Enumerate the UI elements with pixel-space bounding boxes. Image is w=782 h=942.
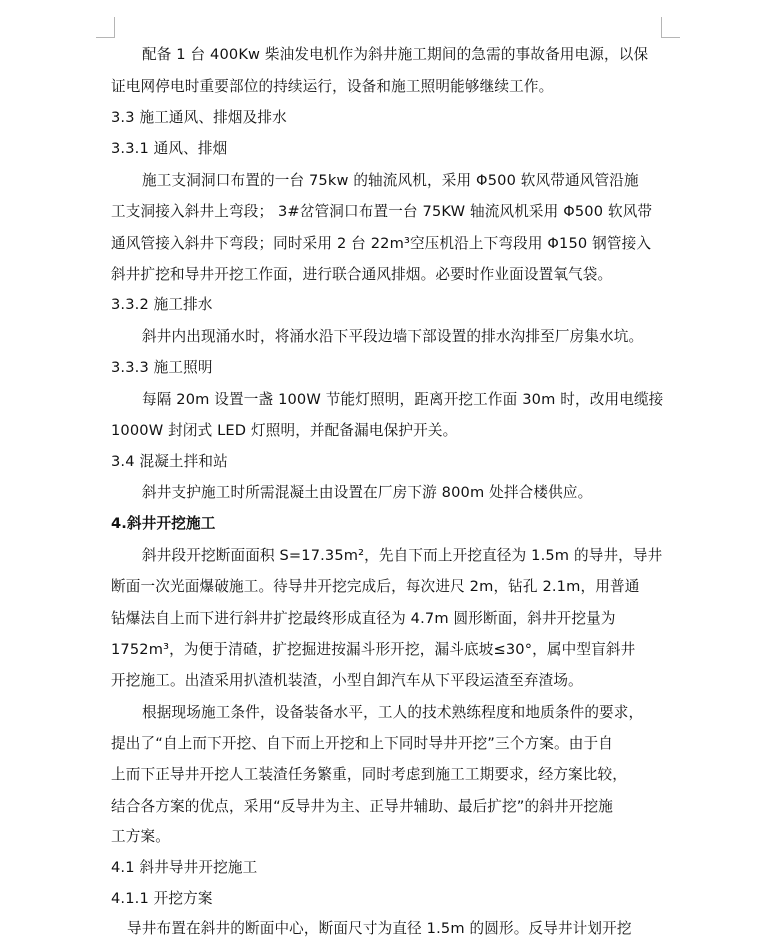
text-line: 上而下正导井开挖人工装渣任务繁重，同时考虑到施工工期要求，经方案比较， [111,766,628,783]
section-heading: 4.1 斜井导井开挖施工 [111,859,258,876]
text-line: 施工支洞洞口布置的一台 75kw 的轴流风机，采用 Φ500 软风带通风管沿施 [142,172,639,189]
text-line: 斜井支护施工时所需混凝土由设置在厂房下游 800m 处拌合楼供应。 [142,484,593,501]
text-line: 工支洞接入斜井上弯段； 3#岔管洞口布置一台 75KW 轴流风机采用 Φ500 软风带 [111,203,653,220]
text-line: 斜井内出现涌水时，将涌水沿下平段边墙下部设置的排水沟排至厂房集水坑。 [142,328,644,345]
text-line: 断面一次光面爆破施工。待导井开挖完成后，每次进尺 2m，钻孔 2.1m，用普通 [111,578,640,595]
subsection-heading: 3.3.1 通风、排烟 [111,140,228,157]
page-corner-mark-top-right [661,17,680,38]
text-line: 开挖施工。出渣采用扒渣机装渣，小型自卸汽车从下平段运渣至弃渣场。 [111,672,583,689]
text-line: 通风管接入斜井下弯段；同时采用 2 台 22m³空压机沿上下弯段用 Φ150 钢管接入 [111,235,652,252]
subsection-heading: 3.3.2 施工排水 [111,296,213,313]
section-heading: 3.3 施工通风、排烟及排水 [111,109,287,126]
text-line: 结合各方案的优点，采用“反导井为主、正导井辅助、最后扩挖”的斜井开挖施 [111,798,613,815]
page-corner-mark-top-left [96,17,115,38]
text-line: 1752m³，为便于清碴，扩挖掘进按漏斗形开挖，漏斗底坡≤30°，属中型盲斜井 [111,641,636,658]
text-line: 斜井段开挖断面面积 S=17.35m²，先自下而上开挖直径为 1.5m 的导井，导井 [142,547,663,564]
chapter-heading: 4.斜井开挖施工 [111,515,216,532]
subsection-heading: 4.1.1 开挖方案 [111,890,213,907]
subsection-heading: 3.3.3 施工照明 [111,359,213,376]
text-line: 导井布置在斜井的断面中心，断面尺寸为直径 1.5m 的圆形。反导井计划开挖 [127,920,632,937]
section-heading: 3.4 混凝土拌和站 [111,453,228,470]
text-line: 工方案。 [111,828,170,845]
text-line: 提出了“自上而下开挖、自下而上开挖和上下同时导井开挖”三个方案。由于自 [111,735,613,752]
text-line: 1000W 封闭式 LED 灯照明，并配备漏电保护开关。 [111,422,458,439]
text-line: 配备 1 台 400Kw 柴油发电机作为斜井施工期间的急需的事故备用电源，以保 [142,46,649,63]
text-line: 钻爆法自上而下进行斜井扩挖最终形成直径为 4.7m 圆形断面，斜井开挖量为 [111,610,616,627]
text-line: 根据现场施工条件，设备装备水平，工人的技术熟练程度和地质条件的要求， [142,704,644,721]
text-line: 每隔 20m 设置一盏 100W 节能灯照明，距离开挖工作面 30m 时，改用电缆接 [142,391,664,408]
text-line: 证电网停电时重要部位的持续运行，设备和施工照明能够继续工作。 [111,78,554,95]
text-line: 斜井扩挖和导井开挖工作面，进行联合通风排烟。必要时作业面设置氧气袋。 [111,266,613,283]
